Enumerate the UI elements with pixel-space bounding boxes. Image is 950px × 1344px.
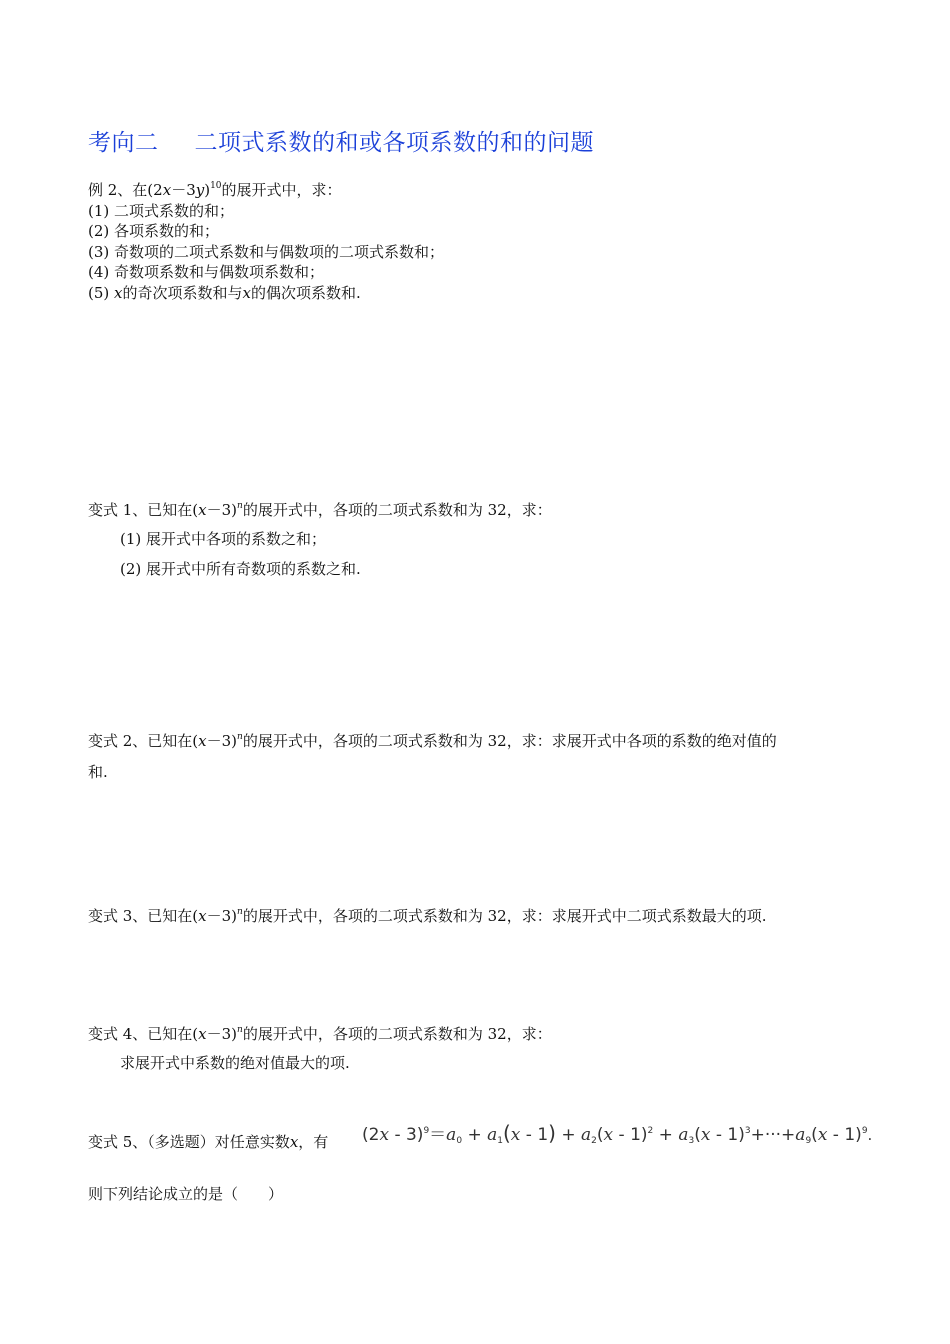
variant5-formula: $(2x - 3)^9=a_0 + a_1(x - 1) + a_2(x - 1)^2 + a_3(x - 1)^3+\cdot\cdot\cdot+a_9(x - 1)^9$. [362,1121,873,1146]
example2-question-5: (5) x的奇次项系数和与x的偶次项系数和. [88,284,361,302]
example2-lead: 例 2、在$(2x-3y)^{10}$的展开式中，求： [88,181,342,199]
variant2-line2: 和. [88,763,108,781]
section-title-text: 二项式系数的和或各项系数的和的问题 [194,130,594,156]
variant4-line2: 求展开式中系数的绝对值最大的项. [120,1054,350,1072]
section-title [88,124,594,157]
variant5-line2: 则下列结论成立的是（ ） [88,1185,284,1203]
variant3-lead: 变式 3、已知在$(x-3)^n$的展开式中，各项的二项式系数和为 32，求：求展开式中二项式系数最大的项. [88,907,767,925]
example2-question-2: (2) 各项系数的和； [88,222,220,240]
section-title-number: 考向二 [88,130,159,156]
variant1-question-1: (1) 展开式中各项的系数之和； [120,530,327,548]
example2-question-1: (1) 二项式系数的和； [88,202,235,220]
example2-question-4: (4) 奇数项系数和与偶数项系数和； [88,263,325,281]
variant1-lead: 变式 1、已知在$(x-3)^n$的展开式中，各项的二项式系数和为 32，求： [88,501,552,519]
variant1-question-2: (2) 展开式中所有奇数项的系数之和. [120,560,361,578]
variant5-lead: 变式 5、（多选题）对任意实数x，有 [88,1133,329,1151]
example2-question-3: (3) 奇数项的二项式系数和与偶数项的二项式系数和； [88,243,445,261]
variant2-lead: 变式 2、已知在$(x-3)^n$的展开式中，各项的二项式系数和为 32，求：求展开式中各项的系数的绝对值的 [88,732,777,750]
variant4-lead: 变式 4、已知在$(x-3)^n$的展开式中，各项的二项式系数和为 32，求： [88,1025,552,1043]
